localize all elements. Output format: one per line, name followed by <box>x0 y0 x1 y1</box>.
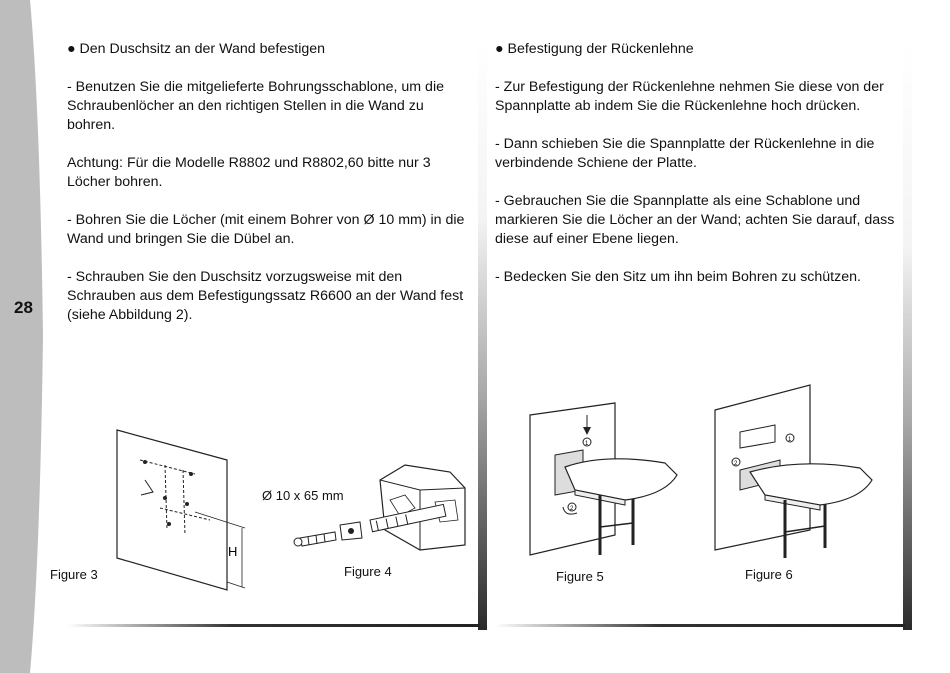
right-heading: ● Befestigung der Rückenlehne <box>495 41 694 57</box>
left-paragraph: - Schrauben Sie den Duschsitz vorzugsweise mit den Schrauben aus dem Befestigungssatz R6600 an der Wand fest (siehe Abbildung 2). <box>67 269 464 323</box>
figure-3-caption: Figure 3 <box>50 567 98 582</box>
figure-4-illustration <box>290 460 480 560</box>
bottom-rule-left <box>67 624 480 627</box>
figure-6-caption: Figure 6 <box>745 567 793 582</box>
right-paragraph: - Dann schieben Sie die Spannplatte der Rückenlehne in die verbindende Schiene der Platte. <box>495 136 875 171</box>
figure-5-step1: 1 <box>585 441 589 447</box>
right-paragraph: - Gebrauchen Sie die Spannplatte als eine Schablone und markieren Sie die Löcher an der Wand; achten Sie darauf, dass diese auf einer Ebene liegen. <box>495 193 895 247</box>
figure-6-step2: 2 <box>734 461 738 467</box>
bottom-rule-right <box>495 624 905 627</box>
right-paragraph: - Zur Befestigung der Rückenlehne nehmen Sie diese von der Spannplatte ab indem Sie die Rückenlehne hoch drücken. <box>495 79 884 114</box>
figure-5-caption: Figure 5 <box>556 569 604 584</box>
figure-6-step1: 1 <box>788 437 792 443</box>
left-paragraph: - Bohren Sie die Löcher (mit einem Bohrer von Ø 10 mm) in die Wand und bringen Sie die Dübel an. <box>67 212 465 247</box>
figure-4-caption: Figure 4 <box>344 564 392 579</box>
figure-4-spec: Ø 10 x 65 mm <box>262 488 344 503</box>
figure-3-h-label: H <box>228 544 238 559</box>
right-column <box>495 40 899 306</box>
figure-3-dimension <box>225 540 245 560</box>
figure-6-illustration <box>710 380 885 565</box>
left-column <box>67 40 469 344</box>
figure-5-illustration <box>525 395 690 570</box>
left-paragraph: - Benutzen Sie die mitgelieferte Bohrungsschablone, um die Schraubenlöcher an den richtigen Stellen in die Wand zu bohren. <box>67 79 444 133</box>
right-paragraph: - Bedecken Sie den Sitz um ihn beim Bohren zu schützen. <box>495 269 861 285</box>
left-paragraph: Achtung: Für die Modelle R8802 und R8802,60 bitte nur 3 Löcher bohren. <box>67 155 431 190</box>
side-tab <box>0 0 45 673</box>
left-heading: ● Den Duschsitz an der Wand befestigen <box>67 41 326 57</box>
page-number: 28 <box>14 298 33 317</box>
page-edge-divider <box>903 40 912 630</box>
figure-5-step2: 2 <box>570 506 574 512</box>
